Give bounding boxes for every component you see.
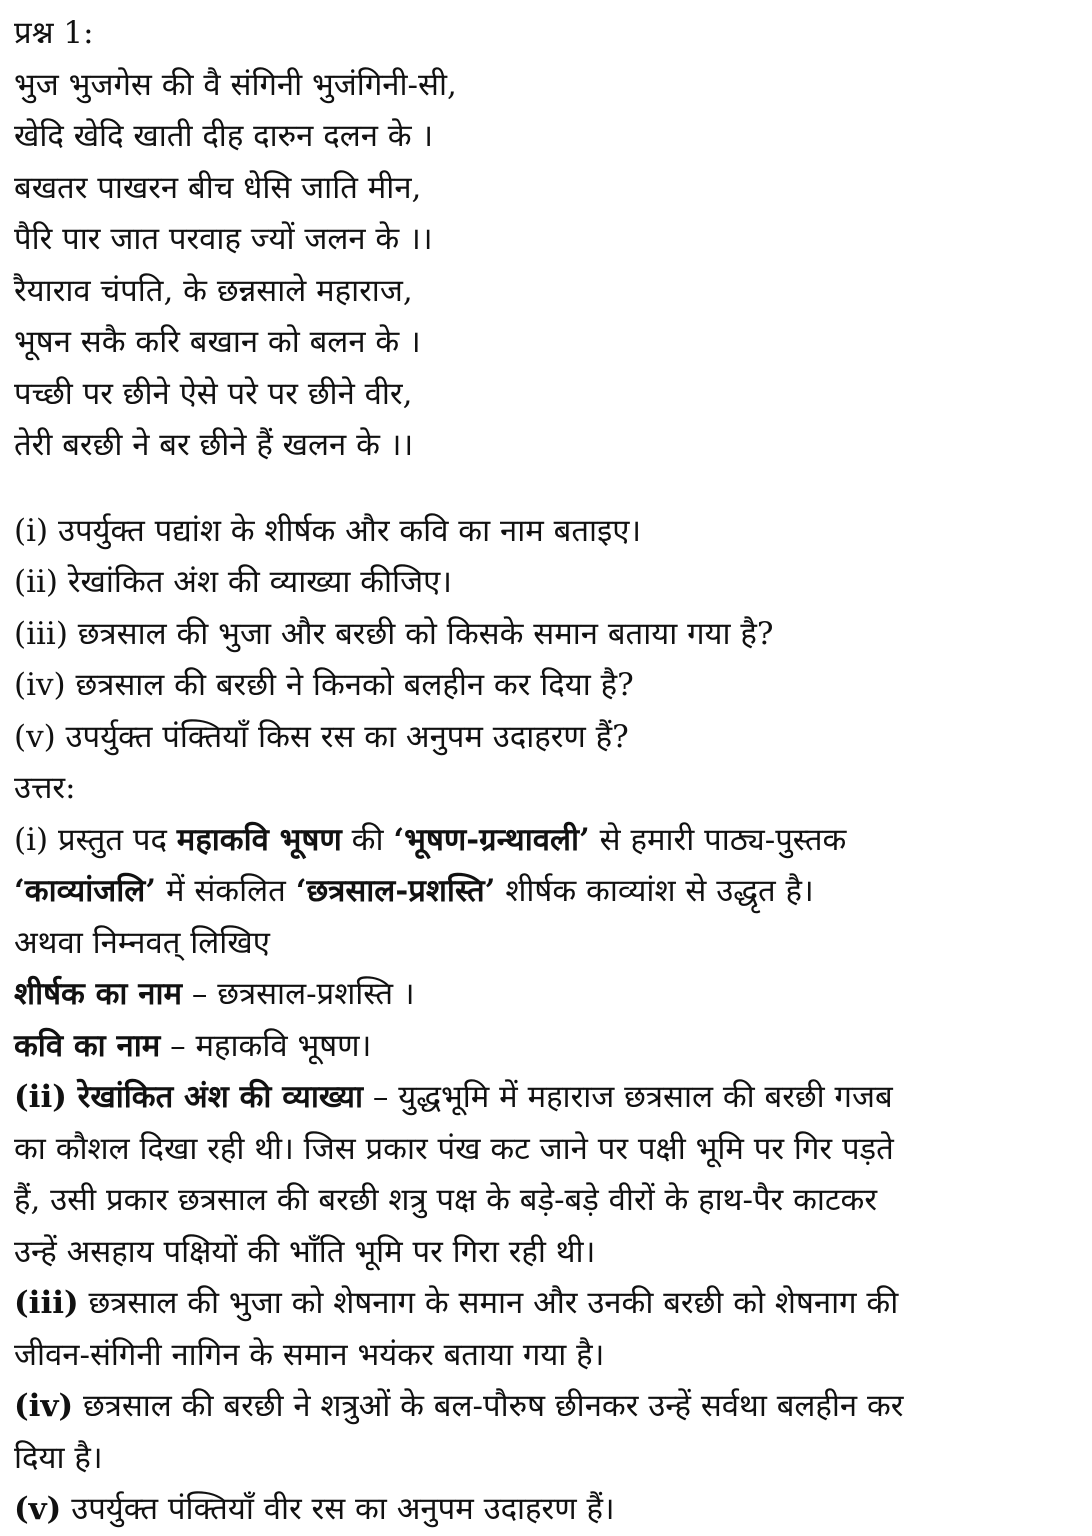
verse-line: भूषन सकै करि बखान को बलन के । (14, 324, 421, 360)
sub-question: (v) उपर्युक्त पंक्तियाँ किस रस का अनुपम उदाहरण हैं? (14, 718, 629, 755)
sub-question: (iii) छत्रसाल की भुजा और बरछी को किसके समान बताया गया है? (14, 615, 774, 652)
title-label: शीर्षक का नाम (14, 976, 183, 1012)
verse-line: भुज भुजगेस की वै संगिनी भुजंगिनी-सी, (14, 66, 457, 103)
answer-4-label: (iv) (14, 1388, 74, 1424)
section-spacer (14, 472, 1084, 506)
poet-line (14, 1021, 1084, 1073)
sub-questions (14, 506, 1084, 764)
verse-line: रैयाराव चंपति, के छन्नसाले महाराज, (14, 272, 413, 309)
answer-2-label: (ii) रेखांकित अंश की व्याख्या (14, 1079, 363, 1115)
verse-line: खेदि खेदि खाती दीह दारुन दलन के । (14, 118, 434, 154)
answer-1-line-2 (14, 866, 1084, 918)
answer-1-line-1 (14, 815, 1084, 867)
poet-value: – महाकवि भूषण। (160, 1027, 372, 1064)
answer-4-line: दिया है। (14, 1439, 103, 1476)
textbook-name-bold: ‘काव्यांजलि’ (14, 873, 157, 909)
answer-text: में संकलित (156, 873, 296, 909)
answer-2-line: उन्हें असहाय पक्षियों की भाँति भूमि पर गिरा रही थी। (14, 1233, 596, 1270)
answer-3-line-1 (14, 1278, 1084, 1330)
verse-line: पच्छी पर छीने ऐसे परे पर छीने वीर, (14, 375, 413, 412)
answer-text: (i) प्रस्तुत पद (14, 821, 177, 858)
title-line (14, 969, 1084, 1021)
answer-4-line-1 (14, 1381, 1084, 1433)
poet-name-bold: महाकवि भूषण (176, 821, 342, 858)
poem-title-bold: ‘छत्रसाल-प्रशस्ति’ (295, 873, 496, 909)
alternate-note: अथवा निम्नवत् लिखिए (14, 924, 270, 961)
answer-1 (14, 815, 1084, 918)
answer-text: छत्रसाल की बरछी ने शत्रुओं के बल-पौरुष छीनकर उन्हें सर्वथा बलहीन कर (73, 1388, 904, 1424)
answer-text: से हमारी पाठ्य-पुस्तक (589, 821, 847, 858)
answer-3-label: (iii) (14, 1285, 79, 1321)
answer-2-line: का कौशल दिखा रही थी। जिस प्रकार पंख कट जाने पर पक्षी भूमि पर गिर पड़ते (14, 1130, 894, 1167)
title-value: – छत्रसाल-प्रशस्ति । (182, 976, 415, 1012)
answer-3 (14, 1278, 1084, 1381)
poet-label: कवि का नाम (14, 1027, 161, 1064)
answer-3-line: जीवन-संगिनी नागिन के समान भयंकर बताया गया है। (14, 1336, 605, 1373)
answer-5 (14, 1484, 1084, 1536)
source-book-bold: ‘भूषण-ग्रन्थावली’ (393, 821, 590, 858)
answer-5-label: (v) (14, 1491, 62, 1527)
verse-block (14, 60, 1084, 472)
sub-question: (iv) छत्रसाल की बरछी ने किनको बलहीन कर दिया है? (14, 667, 634, 703)
answer-2 (14, 1072, 1084, 1278)
answer-heading: उत्तर: (14, 770, 76, 806)
question-heading: प्रश्न 1: (14, 15, 94, 51)
answer-5-line (14, 1484, 1084, 1536)
verse-line: तेरी बरछी ने बर छीने हैं खलन के ।। (14, 427, 414, 463)
sub-question: (i) उपर्युक्त पद्यांश के शीर्षक और कवि का नाम बताइए। (14, 512, 642, 549)
answer-text: छत्रसाल की भुजा को शेषनाग के समान और उनकी बरछी को शेषनाग की (78, 1285, 899, 1321)
answer-text: शीर्षक काव्यांश से उद्धृत है। (495, 873, 814, 909)
verse-line: बखतर पाखरन बीच धेसि जाति मीन, (14, 169, 422, 206)
sub-question: (ii) रेखांकित अंश की व्याख्या कीजिए। (14, 564, 452, 600)
document-page (14, 8, 1084, 1536)
answer-text: उपर्युक्त पंक्तियाँ वीर रस का अनुपम उदाहरण हैं। (61, 1491, 615, 1527)
answer-text: की (341, 821, 394, 858)
answer-4 (14, 1381, 1084, 1484)
answer-2-line: हैं, उसी प्रकार छत्रसाल की बरछी शत्रु पक्ष के बड़े-बड़े वीरों के हाथ-पैर काटकर (14, 1182, 878, 1218)
answer-2-line-1 (14, 1072, 1084, 1124)
verse-line: पैरि पार जात परवाह ज्यों जलन के ।। (14, 221, 433, 257)
answer-text: – युद्धभूमि में महाराज छत्रसाल की बरछी गजब (363, 1079, 893, 1115)
